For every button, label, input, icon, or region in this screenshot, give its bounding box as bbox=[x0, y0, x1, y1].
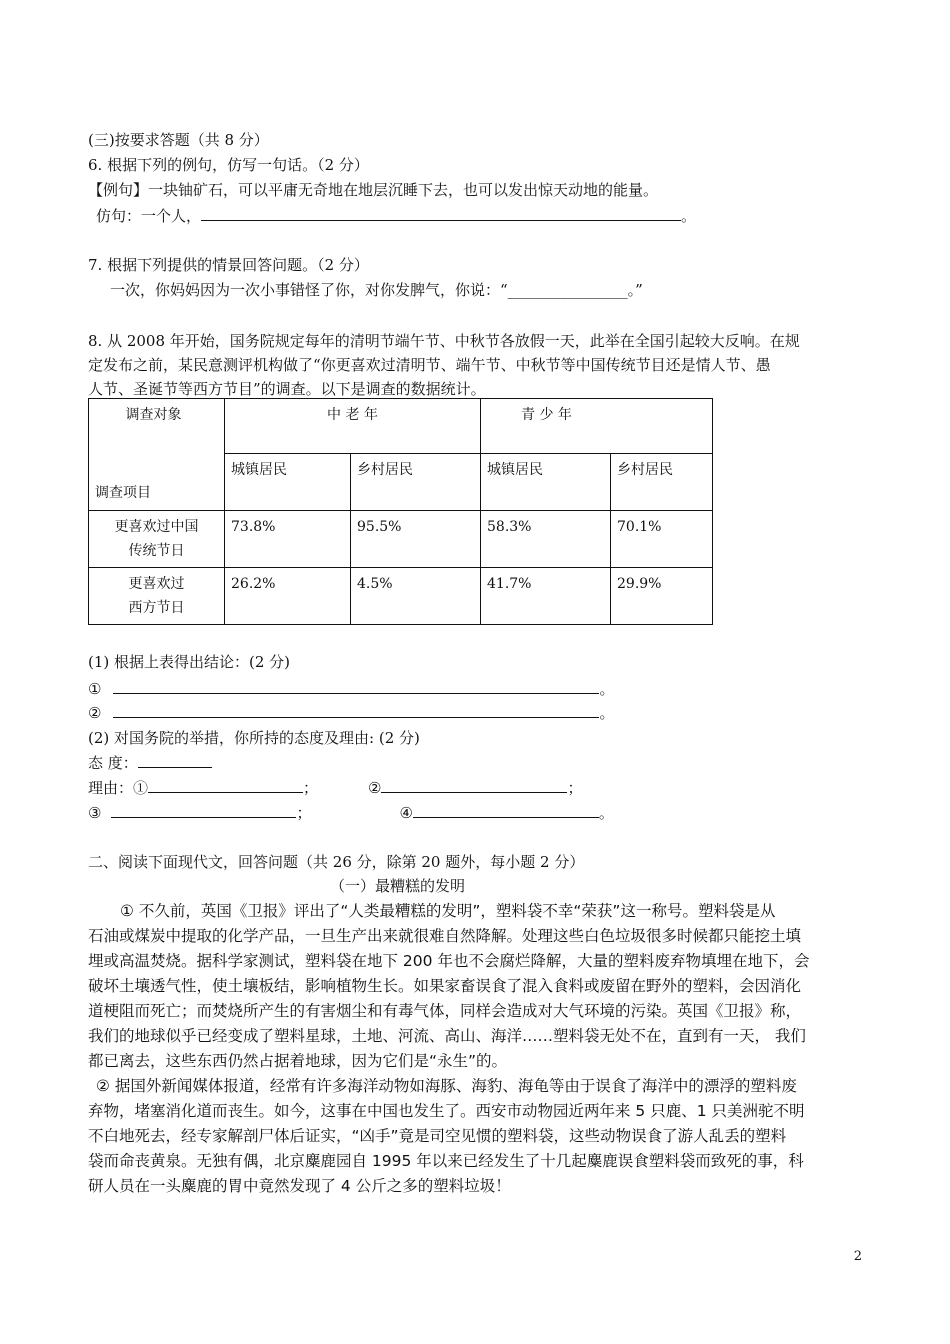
question-6-prompt: 6. 根据下列的例句，仿写一句话。（2 分） bbox=[88, 156, 369, 174]
section-heading: (三)按要求答题（共 8 分） bbox=[88, 131, 269, 149]
reading-section-heading: 二、阅读下面现代文，回答问题（共 26 分，除第 20 题外，每小题 2 分） bbox=[88, 853, 585, 871]
article-paragraph-2: ② 据国外新闻媒体报道，经常有许多海洋动物如海豚、海豹、海龟等由于误食了海洋中的漂浮的塑料废 弃物，堵塞消化道而丧生。如今，这事在中国也发生了。西安市动物园近两年来 5 只鹿、1 只美洲驼不明 不白地死去，经专家解剖尸体后证实，“凶手”竟是司空见惯的塑料袋，这些动物误食了游人乱丢的塑料 袋而命丧黄泉。无独有偶，北京麋鹿园自 1995 年以来已经发生了十几起麋鹿误食塑料袋而致死的事，科 研人员在一头麋鹿的胃中竟然发现了 4 公斤之多的塑料垃圾！ bbox=[88, 1077, 805, 1195]
conclusion-1-line: ① 。 bbox=[88, 680, 615, 698]
table-cell: 70.1% bbox=[611, 511, 713, 568]
table-cell: 73.8% bbox=[225, 511, 351, 568]
answer-blank[interactable] bbox=[148, 777, 303, 793]
page-number: 2 bbox=[853, 1249, 862, 1264]
article-paragraph-1: ① 不久前，英国《卫报》评出了“人类最糟糕的发明”，塑料袋不幸“荣获”这一称号。塑料袋是从 石油或煤炭中提取的化学产品，一旦生产出来就很难自然降解。处理这些白色垃圾很多时候都只能挖土填 埋或高温焚烧。据科学家测试，塑料袋在地下 200 年也不会腐烂降解，大量的塑料废弃物填埋在地下，会 破坏土壤透气性，使土壤板结，影响植物生长。如果家畜误食了混入食料或废留在野外的塑料，会因消化 道梗阻而死亡；而焚烧所产生的有害烟尘和有毒气体，同样会造成对大气环境的污染。英国《卫报》称， 我们的地球似乎已经变成了塑料星球，土地、河流、高山、海洋……塑料袋无处不在，直到有一天， 我们 都已离去，这些东西仍然占据着地球，因为它们是“永生”的。 bbox=[88, 902, 810, 1070]
answer-blank[interactable] bbox=[113, 678, 599, 694]
question-8-intro-1: 8. 从 2008 年开始，国务院规定每年的清明节端午节、中秋节各放假一天，此举在全国引起较大反响。在规 bbox=[88, 332, 800, 350]
table-cell: 26.2% bbox=[225, 568, 351, 625]
reason-line-1: 理由：① ； ② ； bbox=[88, 779, 583, 797]
question-7-prompt: 7. 根据下列提供的情景回答问题。（2 分） bbox=[88, 256, 369, 274]
question-8-intro-2: 定发布之前，某民意测评机构做了“你更喜欢过清明节、端午节、中秋节等中国传统节目还是情人节、愚 bbox=[88, 356, 771, 374]
answer-blank[interactable] bbox=[111, 802, 296, 818]
table-cell: 95.5% bbox=[351, 511, 481, 568]
table-cell: 4.5% bbox=[351, 568, 481, 625]
row-label: 更喜欢过 西方节日 bbox=[89, 568, 225, 625]
period: 。 bbox=[681, 207, 697, 225]
answer-blank[interactable] bbox=[138, 752, 212, 768]
sub-question-1: (1) 根据上表得出结论：(2 分) bbox=[88, 653, 291, 671]
row-label: 更喜欢过中国 传统节日 bbox=[89, 511, 225, 568]
question-8-intro-3: 人节、圣诞节等西方节目”的调查。以下是调查的数据统计。 bbox=[88, 380, 486, 398]
attitude-line: 态 度： bbox=[88, 752, 212, 773]
group-header-young: 青 少 年 bbox=[481, 399, 713, 454]
question-7-scenario: 一次，你妈妈因为一次小事错怪了你，对你发脾气，你说：“________________。” bbox=[110, 281, 643, 299]
subheader-urban: 城镇居民 bbox=[481, 454, 611, 511]
table-cell: 29.9% bbox=[611, 568, 713, 625]
corner-bottom-label: 调查项目 bbox=[95, 485, 151, 501]
table-row bbox=[89, 511, 713, 568]
question-6-example: 【例句】一块铀矿石，可以平庸无奇地在地层沉睡下去，也可以发出惊天动地的能量。 bbox=[88, 181, 659, 199]
conclusion-2-line: ② 。 bbox=[88, 704, 615, 722]
group-header-old: 中 老 年 bbox=[225, 399, 481, 454]
subheader-rural: 乡村居民 bbox=[611, 454, 713, 511]
reason-line-2: ③ ； ④ 。 bbox=[88, 804, 614, 822]
corner-top-label: 调查对象 bbox=[125, 407, 182, 423]
sub-question-2: (2) 对国务院的举措，你所持的态度及理由: (2 分) bbox=[88, 729, 420, 747]
table-row bbox=[89, 568, 713, 625]
table-cell: 41.7% bbox=[481, 568, 611, 625]
answer-blank[interactable] bbox=[113, 702, 599, 718]
survey-table bbox=[88, 398, 713, 625]
answer-blank[interactable] bbox=[381, 777, 567, 793]
subheader-urban: 城镇居民 bbox=[225, 454, 351, 511]
question-6-answer-line bbox=[96, 205, 696, 226]
table-cell: 58.3% bbox=[481, 511, 611, 568]
imitate-label: 仿句：一个人， bbox=[96, 207, 202, 225]
answer-blank[interactable] bbox=[413, 802, 599, 818]
subheader-rural: 乡村居民 bbox=[351, 454, 481, 511]
answer-blank[interactable] bbox=[201, 205, 681, 221]
table-corner-cell bbox=[89, 399, 225, 511]
article-title: （一）最糟糕的发明 bbox=[330, 877, 466, 895]
